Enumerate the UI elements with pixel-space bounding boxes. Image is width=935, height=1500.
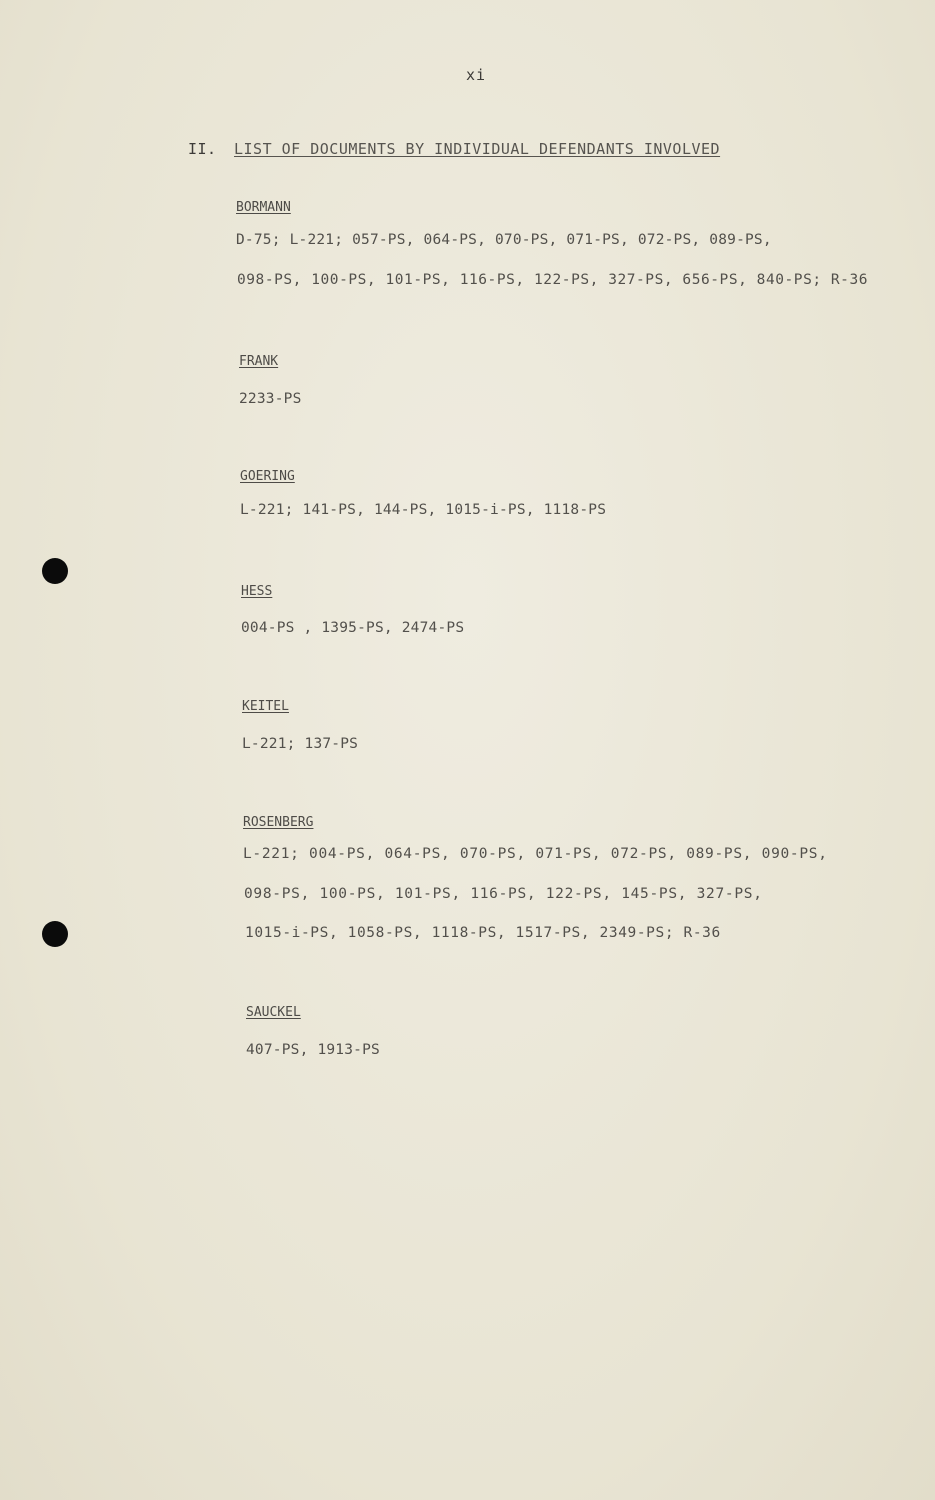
defendant-name-goering: GOERING bbox=[240, 469, 295, 484]
section-numeral: II. bbox=[188, 140, 217, 158]
binder-punch-hole bbox=[42, 558, 68, 584]
defendant-name-keitel: KEITEL bbox=[242, 699, 289, 714]
section-heading bbox=[188, 140, 720, 158]
document-list-line: 1015-i-PS, 1058-PS, 1118-PS, 1517-PS, 2349-PS; R-36 bbox=[245, 925, 721, 941]
defendant-name-sauckel: SAUCKEL bbox=[246, 1005, 301, 1020]
defendant-name-rosenberg: ROSENBERG bbox=[243, 815, 314, 830]
defendant-name-bormann: BORMANN bbox=[236, 200, 291, 215]
document-list-line: 098-PS, 100-PS, 101-PS, 116-PS, 122-PS, 327-PS, 656-PS, 840-PS; R-36 bbox=[237, 272, 869, 288]
defendant-name-hess: HESS bbox=[241, 584, 273, 599]
document-list-line: 2233-PS bbox=[239, 391, 302, 407]
binder-punch-hole bbox=[42, 921, 68, 947]
document-list-line: 098-PS, 100-PS, 101-PS, 116-PS, 122-PS, 145-PS, 327-PS, bbox=[244, 886, 763, 902]
defendant-name-frank: FRANK bbox=[239, 354, 279, 369]
document-list-line: L-221; 141-PS, 144-PS, 1015-i-PS, 1118-PS bbox=[240, 502, 607, 518]
document-list-line: 004-PS , 1395-PS, 2474-PS bbox=[241, 620, 465, 636]
document-list-line: L-221; 137-PS bbox=[242, 736, 359, 752]
document-list-line: 407-PS, 1913-PS bbox=[246, 1042, 380, 1058]
section-title: LIST OF DOCUMENTS BY INDIVIDUAL DEFENDANTS INVOLVED bbox=[234, 140, 721, 158]
document-list-line: D-75; L-221; 057-PS, 064-PS, 070-PS, 071-PS, 072-PS, 089-PS, bbox=[236, 232, 772, 248]
page-number: xi bbox=[466, 66, 487, 84]
document-list-line: L-221; 004-PS, 064-PS, 070-PS, 071-PS, 072-PS, 089-PS, 090-PS, bbox=[243, 846, 828, 862]
